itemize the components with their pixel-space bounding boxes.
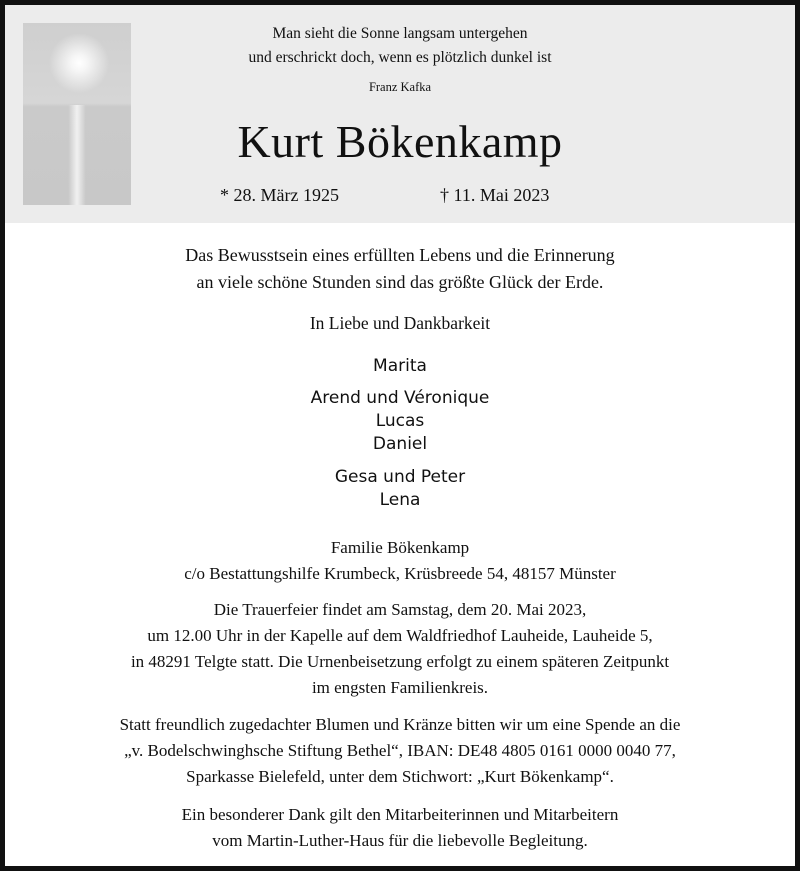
- quote-author: Franz Kafka: [368, 80, 432, 94]
- quote: [5, 22, 795, 70]
- intro-line: an viele schöne Stunden sind das größte Glück der Erde.: [196, 272, 604, 292]
- donation-line: „v. Bodelschwinghsche Stiftung Bethel“, IBAN: DE48 4805 0161 0000 0040 77,: [124, 741, 676, 760]
- thanks-text: [5, 802, 795, 854]
- funeral-line: Die Trauerfeier findet am Samstag, dem 20. Mai 2023,: [213, 600, 587, 619]
- mourner-name: Lucas: [375, 411, 425, 431]
- donation-line: Sparkasse Bielefeld, unter dem Stichwort: „Kurt Bökenkamp“.: [186, 767, 614, 786]
- deceased-name: Kurt Bökenkamp: [237, 116, 563, 167]
- funeral-line: im engsten Familienkreis.: [311, 678, 489, 697]
- mourner-name: Arend und Véronique: [310, 388, 490, 408]
- intro-line: Das Bewusstsein eines erfüllten Lebens und die Erinnerung: [185, 245, 615, 265]
- funeral-line: in 48291 Telgte statt. Die Urnenbeisetzung erfolgt zu einem späteren Zeitpunkt: [130, 652, 670, 671]
- donation-line: Statt freundlich zugedachter Blumen und Kränze bitten wir um eine Spende an die: [119, 715, 681, 734]
- header-band: [5, 5, 795, 223]
- mourner-group: [5, 387, 795, 456]
- quote-line: und erschrickt doch, wenn es plötzlich dunkel ist: [248, 49, 552, 66]
- thanks-line: Ein besonderer Dank gilt den Mitarbeiterinnen und Mitarbeitern: [181, 805, 619, 824]
- dedication: In Liebe und Dankbarkeit: [309, 313, 491, 333]
- donation-info: [5, 712, 795, 790]
- address: c/o Bestattungshilfe Krumbeck, Krüsbreede 54, 48157 Münster: [184, 564, 616, 583]
- thanks-line: vom Martin-Luther-Haus für die liebevolle Begleitung.: [212, 831, 588, 850]
- family-address: [5, 535, 795, 587]
- birth-date: * 28. März 1925: [220, 185, 339, 205]
- mourner-group: [5, 466, 795, 512]
- quote-line: Man sieht die Sonne langsam untergehen: [272, 25, 528, 42]
- mourner-name: Daniel: [372, 434, 428, 454]
- death-date: † 11. Mai 2023: [440, 185, 550, 205]
- mourner-name: Marita: [373, 356, 427, 376]
- mourner-group: [5, 355, 795, 378]
- mourner-name: Gesa und Peter: [334, 467, 466, 487]
- mourner-name: Lena: [379, 490, 421, 510]
- funeral-line: um 12.00 Uhr in der Kapelle auf dem Waldfriedhof Lauheide, Lauheide 5,: [147, 626, 653, 645]
- funeral-info: [5, 597, 795, 701]
- intro-text: [5, 242, 795, 296]
- family-name: Familie Bökenkamp: [330, 538, 470, 557]
